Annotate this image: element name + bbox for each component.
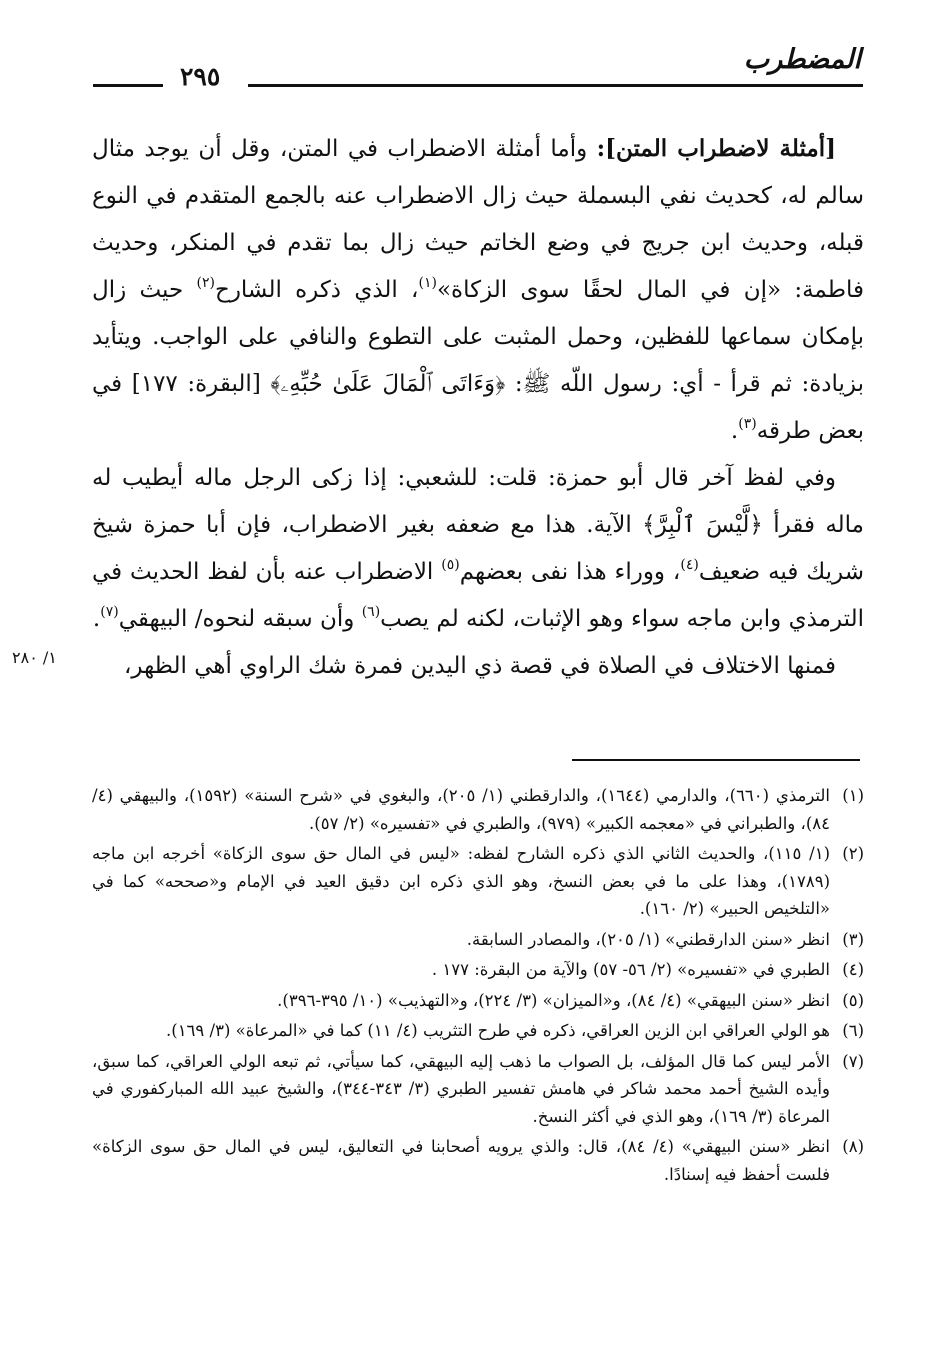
paragraph-3 — [92, 643, 864, 690]
footnote-text: انظر «سنن البيهقي» (٤/ ٨٤)، و«الميزان» (٣/ ٢٢٤)، و«التهذيب» (١٠/ ٣٩٥-٣٩٦). — [277, 990, 830, 1010]
footnote-ref-5: (٥) — [441, 557, 460, 573]
paragraph-2-text-a: وفي لفظ آخر قال أبو حمزة: قلت: للشعبي: إذا زكى الرجل ماله أيطيب له ماله فقرأ ﴿لَّيْسَ ٱلْبِرَّ﴾ الآية. هذا مع ضعفه بغير الاضطراب، فإن أبا حمزة شيخ شريك فيه ضعيف — [92, 465, 864, 585]
running-title: المضطرب — [743, 44, 861, 75]
header-rule-left — [93, 84, 163, 87]
section-heading: [أمثلة لاضطراب المتن]: — [596, 135, 836, 162]
paragraph-2 — [92, 455, 864, 643]
paragraph-1-text-b: ، الذي ذكره الشارح — [214, 277, 419, 303]
main-text — [92, 125, 864, 690]
footnote-text: الأمر ليس كما قال المؤلف، بل الصواب ما ذهب إليه البيهقي، كما سيأتي، ثم تبعه الولي العراقي، كما سبق، وأيده الشيخ أحمد محمد شاكر في هامش تفسير الطبري (٣/ ٣٤٣-٣٤٤)، والشيخ عبيد الله المباركفوري في المرعاة (٣/ ١٦٩)، وهو الذي في أكثر النسخ. — [92, 1051, 830, 1126]
footnote-number: (٨) — [842, 1137, 864, 1156]
footnote-number: (٤) — [842, 960, 864, 979]
footnote-number: (١) — [842, 786, 864, 805]
footnote-separator — [572, 759, 860, 761]
footnote-ref-4: (٤) — [680, 557, 699, 573]
paragraph-1 — [92, 125, 864, 455]
footnote — [92, 926, 864, 954]
footnote-text: (١/ ١١٥)، والحديث الثاني الذي ذكره الشارح لفظه: «ليس في المال حق سوى الزكاة» أخرجه ابن ماجه (١٧٨٩)، وهذا على ما في بعض النسخ، وهو الذي ذكره ابن دقيق العيد في الإمام و«صححه» كما في «التلخيص الحبير» (٢/ ١٦٠). — [92, 844, 830, 918]
footnote-ref-6: (٦) — [361, 604, 381, 620]
footnote-text: هو الولي العراقي ابن الزين العراقي، ذكره في طرح التثريب (٤/ ١١) كما في «المرعاة» (٣/ ١٦٩). — [166, 1021, 830, 1040]
paragraph-1-text-c: حيث زال بإمكان سماعها للفظين، وحمل المثبت على التطوع والنافي على الواجب. ويتأيد بزيادة: ثم قرأ - أي: رسول اللّه ﷺ: ﴿وَءَاتَى ٱلْمَالَ عَلَىٰ حُبِّهِۦ﴾ [البقرة: ١٧٧] في بعض طرقه — [92, 277, 865, 444]
footnote — [92, 987, 864, 1015]
paragraph-3-text: فمنها الاختلاف في الصلاة في قصة ذي اليدين فمرة شك الراوي أهي الظهر، — [123, 653, 836, 679]
paragraph-2-text-b: ، ووراء هذا نفى بعضهم — [459, 559, 681, 585]
footnote — [92, 1048, 864, 1131]
footnote-number: (٢) — [842, 844, 864, 863]
footnote — [92, 1133, 864, 1188]
footnote-number: (٦) — [842, 1021, 864, 1040]
header-rule-right — [248, 84, 863, 87]
footnote-ref-7: (٧) — [100, 604, 119, 620]
footnote — [92, 840, 864, 923]
footnote-text: الترمذي (٦٦٠)، والدارمي (١٦٤٤)، والدارقطني (١/ ٢٠٥)، والبغوي في «شرح السنة» (١٥٩٢)، والبيهقي (٤/ ٨٤)، والطبراني في «معجمه الكبير» (٩٧٩)، والطبري في «تفسيره» (٢/ ٥٧). — [92, 786, 831, 833]
footnote-text: انظر «سنن الدارقطني» (١/ ٢٠٥)، والمصادر السابقة. — [466, 929, 830, 949]
footnote — [92, 1017, 864, 1045]
paragraph-2-text-d: وأن سبقه لنحوه/ البيهقي — [118, 606, 362, 632]
margin-note: ١/ ٢٨٠ — [12, 648, 57, 667]
paragraph-2-text-c: الاضطراب عنه بأن لفظ الحديث في الترمذي وابن ماجه سواء وهو الإثبات، لكنه لم يصب — [92, 559, 864, 632]
footnote — [92, 956, 864, 984]
footnote-text: انظر «سنن البيهقي» (٤/ ٨٤)، قال: والذي يرويه أصحابنا في التعاليق، ليس في المال حق سوى الزكاة» فلست أحفظ فيه إسنادًا. — [92, 1137, 831, 1184]
footnote-text: الطبري في «تفسيره» (٢/ ٥٦- ٥٧) والآية من البقرة: ١٧٧ . — [431, 960, 830, 979]
footnote-ref-2: (٢) — [196, 275, 215, 291]
footnote-number: (٣) — [842, 929, 864, 949]
footnote-ref-3: (٣) — [738, 416, 757, 432]
paragraph-1-text-a: وأما أمثلة الاضطراب في المتن، وقل أن يوجد مثال سالم له، كحديث نفي البسملة حيث زال الاضطراب عنه بالجمع المتقدم في النوع قبله، وحديث ابن جريج في وضع الخاتم حيث زال بما تقدم في المنكر، وحديث فاطمة: «إن في المال لحقًا سوى الزكاة» — [92, 136, 865, 303]
paragraph-2-text-e: . — [92, 606, 101, 632]
page-header — [90, 40, 865, 100]
footnote-number: (٥) — [842, 990, 864, 1010]
footnote-number: (٧) — [842, 1051, 864, 1071]
footnote — [92, 782, 864, 837]
page-number: ٢٩٥ — [180, 62, 221, 91]
paragraph-1-text-d: . — [730, 418, 739, 444]
footnote-ref-1: (١) — [418, 275, 437, 291]
footnotes — [92, 782, 864, 1191]
